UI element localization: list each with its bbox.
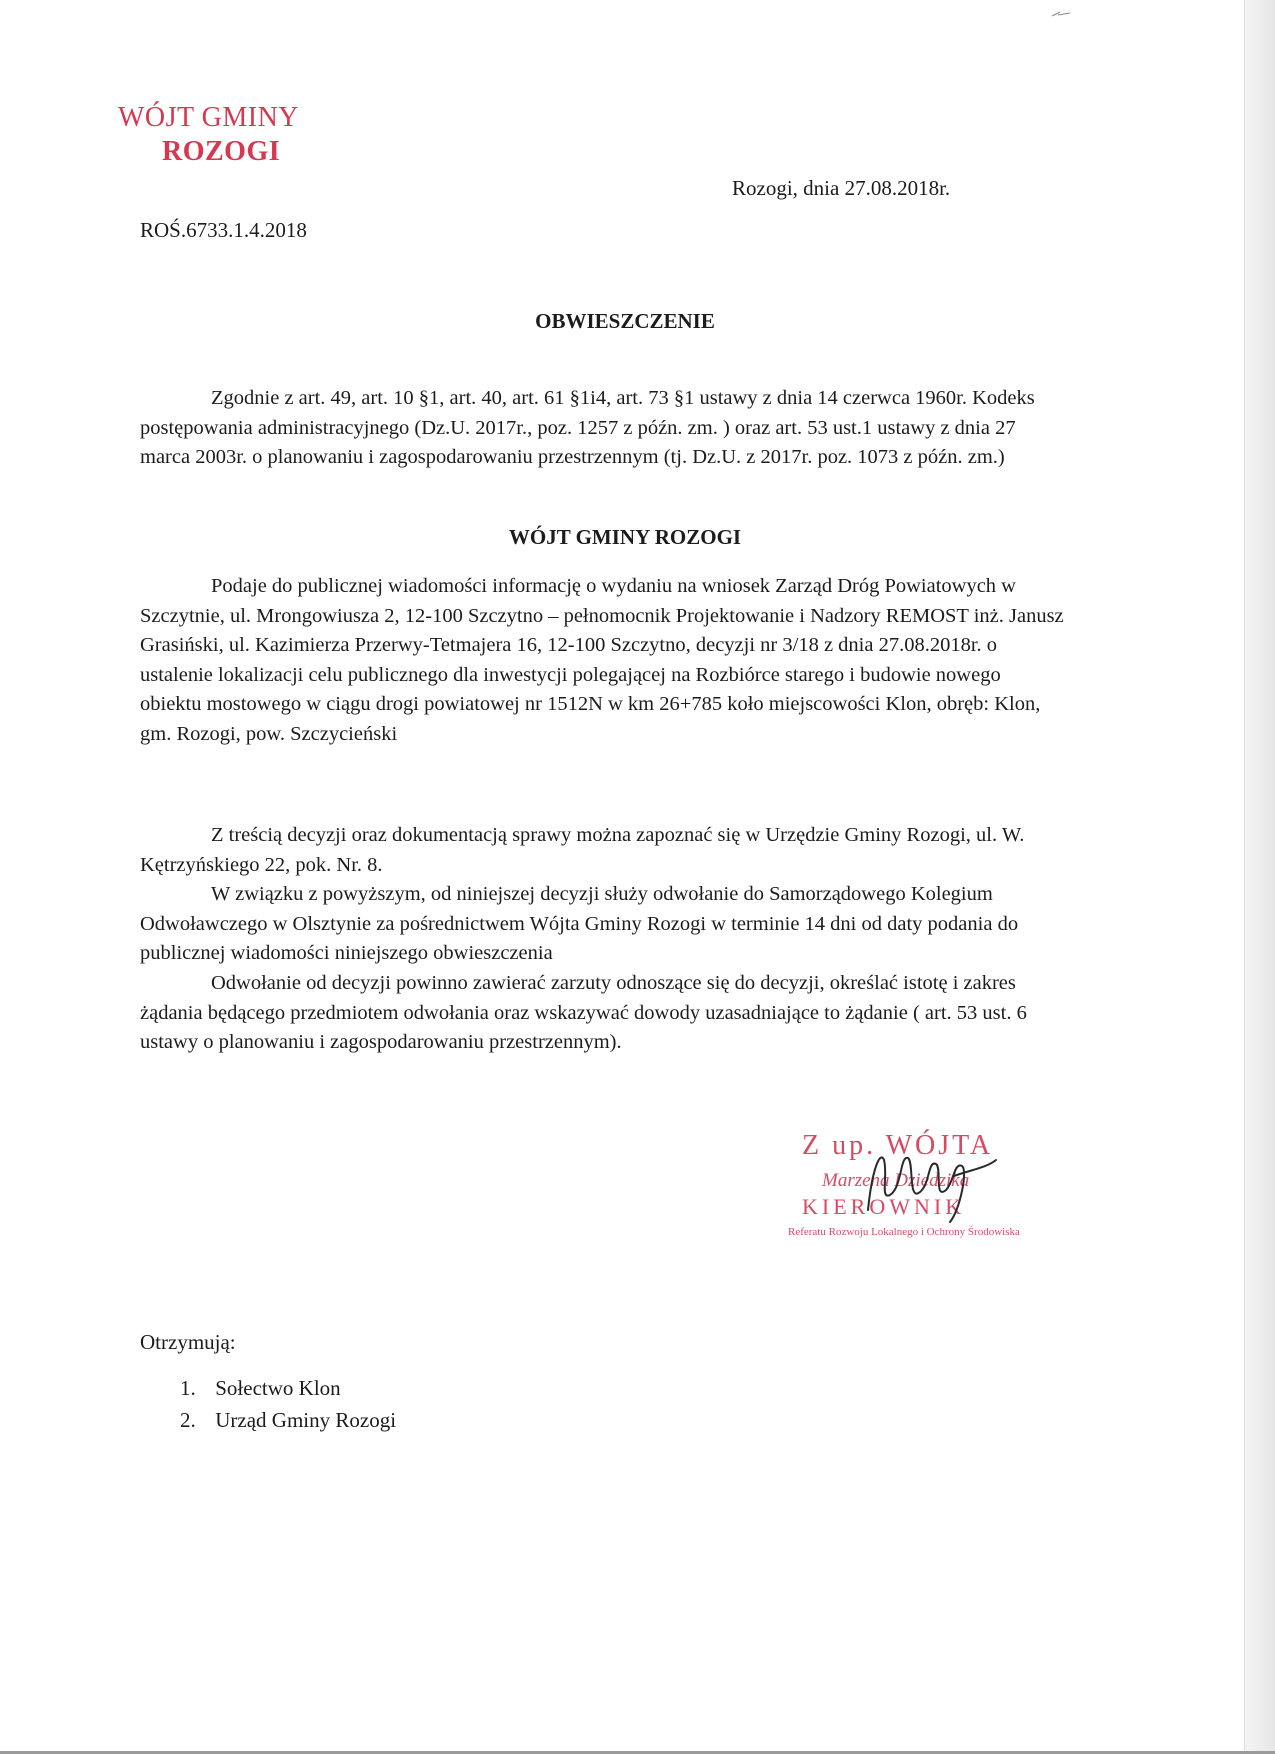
place-date: Rozogi, dnia 27.08.2018r.: [732, 176, 951, 200]
office-stamp-line1: WÓJT GMINY: [118, 102, 300, 133]
stamp-line-authorization: Z up. WÓJTA: [802, 1130, 994, 1161]
stamp-line-title: KIEROWNIK: [802, 1194, 966, 1219]
access-paragraph: Z treścią decyzji oraz dokumentacją sprawy można zapoznać się w Urzędzie Gminy Rozogi, ul. W. Kętrzyńskiego 22, pok. Nr. 8.: [140, 824, 1025, 876]
list-item-number: 1.: [180, 1376, 196, 1400]
list-item: [180, 1404, 396, 1436]
list-item-name: Sołectwo Klon: [215, 1376, 341, 1400]
authority-heading: WÓJT GMINY ROZOGI: [508, 525, 742, 549]
handwritten-signature: [850, 1140, 1010, 1230]
appeal-paragraph: W związku z powyższym, od niniejszej decyzji służy odwołanie do Samorządowego Kolegium Odwoławczego w Olsztynie za pośrednictwem Wójta Gminy Rozogi w terminie 14 dni od daty podania do publicznej wiadomości niniejszego obwieszczenia: [140, 883, 1019, 965]
legal-basis-block: [140, 384, 1065, 473]
document-title: OBWIESZCZENIE: [535, 309, 715, 333]
reference-number: ROŚ.6733.1.4.2018: [140, 218, 307, 242]
list-item-number: 2.: [180, 1408, 196, 1432]
scan-page-edge: [1244, 0, 1275, 1754]
announcement-paragraph: Podaje do publicznej wiadomości informację o wydaniu na wniosek Zarząd Dróg Powiatowych w Szczytnie, ul. Mrongowiusza 2, 12-100 Szczytno – pełnomocnik Projektowanie i Nadzory REMOST inż. Janusz Grasiński, ul. Kazimierza Przerwy-Tetmajera 16, 12-100 Szczytno, decyzji nr 3/18 z dnia 27.08.2018r. o ustalenie lokalizacji celu publicznego dla inwestycji polegającej na Rozbiórce starego i budowie nowego obiektu mostowego w ciągu drogi powiatowej nr 1512N w km 26+785 koło miejscowości Klon, obręb: Klon, gm. Rozogi, pow. Szczycieński: [140, 575, 1064, 745]
corner-pen-mark: [1050, 6, 1080, 20]
appeal-content-paragraph: Odwołanie od decyzji powinno zawierać zarzuty odnoszące się do decyzji, określać istotę i zakres żądania będącego przedmiotem odwołania oraz wskazywać dowody uzasadniające to żądanie ( art. 53 ust. 6 ustawy o planowaniu i zagospodarowaniu przestrzennym).: [140, 971, 1027, 1054]
stamp-line-name: Marzena Dziedzika: [822, 1170, 970, 1191]
office-stamp-line2: ROZOGI: [162, 136, 281, 167]
recipients-list: [180, 1372, 396, 1436]
list-item-name: Urząd Gminy Rozogi: [215, 1408, 397, 1432]
list-item: [180, 1372, 396, 1404]
recipients-label: Otrzymują:: [140, 1330, 236, 1354]
legal-basis-text: Zgodnie z art. 49, art. 10 §1, art. 40, art. 61 §1i4, art. 73 §1 ustawy z dnia 14 czerwca 1960r. Kodeks postępowania administracyjnego (Dz.U. 2017r., poz. 1257 z późn. zm. ) oraz art. 53 ust.1 ustawy z dnia 27 marca 2003r. o planowaniu i zagospodarowaniu przestrzennym (tj. Dz.U. z 2017r. poz. 1073 z późn. zm.): [140, 387, 1035, 469]
office-stamp: [118, 102, 378, 168]
info-block: [140, 821, 1065, 1058]
stamp-line-department: Referatu Rozwoju Lokalnego i Ochrony Środowiska: [788, 1226, 1020, 1238]
announcement-block: [140, 572, 1065, 750]
